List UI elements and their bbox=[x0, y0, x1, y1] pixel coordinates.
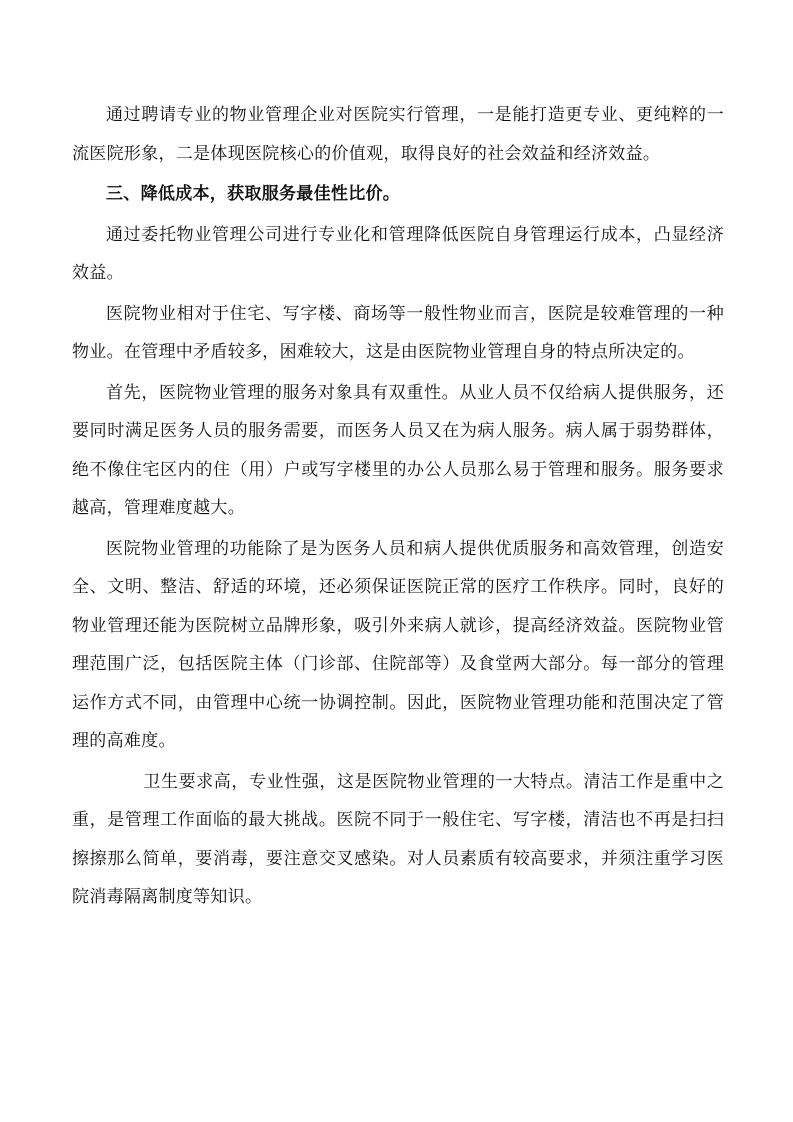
document-page bbox=[72, 96, 724, 919]
paragraph-hospital-property-difficulty: 医院物业相对于住宅、写字楼、商场等一般性物业而言，医院是较难管理的一种物业。在管理中矛盾较多，困难较大，这是由医院物业管理自身的特点所决定的。 bbox=[72, 303, 724, 362]
section-heading-reduce-cost: 三、降低成本，获取服务最佳性比价。 bbox=[106, 184, 401, 204]
paragraph-management-functions: 医院物业管理的功能除了是为医务人员和病人提供优质服务和高效管理，创造安全、文明、整洁、舒适的环境，还必须保证医院正常的医疗工作秩序。同时，良好的物业管理还能为医院树立品牌形象，吸引外来病人就诊，提高经济效益。医院物业管理范围广泛，包括医院主体（门诊部、住院部等）及食堂两大部分。每一部分的管理运作方式不同，由管理中心统一协调控制。因此，医院物业管理功能和范围决定了管理的高难度。 bbox=[72, 538, 724, 751]
paragraph-hospital-image: 通过聘请专业的物业管理企业对医院实行管理，一是能打造更专业、更纯粹的一流医院形象，二是体现医院核心的价值观，取得良好的社会效益和经济效益。 bbox=[72, 105, 724, 164]
paragraph-hygiene-requirements: 卫生要求高，专业性强，这是医院物业管理的一大特点。清洁工作是重中之重，是管理工作面临的最大挑战。医院不同于一般住宅、写字楼，清洁也不再是扫扫擦擦那么简单，要消毒，要注意交叉感染。对人员素质有较高要求，并须注重学习医院消毒隔离制度等知识。 bbox=[72, 771, 724, 907]
paragraph-outsourcing-benefit: 通过委托物业管理公司进行专业化和管理降低医院自身管理运行成本，凸显经济效益。 bbox=[72, 224, 724, 283]
paragraph-dual-service-objects: 首先，医院物业管理的服务对象具有双重性。从业人员不仅给病人提供服务，还要同时满足医务人员的服务需要，而医务人员又在为病人服务。病人属于弱势群体，绝不像住宅区内的住（用）户或写字楼里的办公人员那么易于管理和服务。服务要求越高，管理难度越大。 bbox=[72, 382, 724, 518]
